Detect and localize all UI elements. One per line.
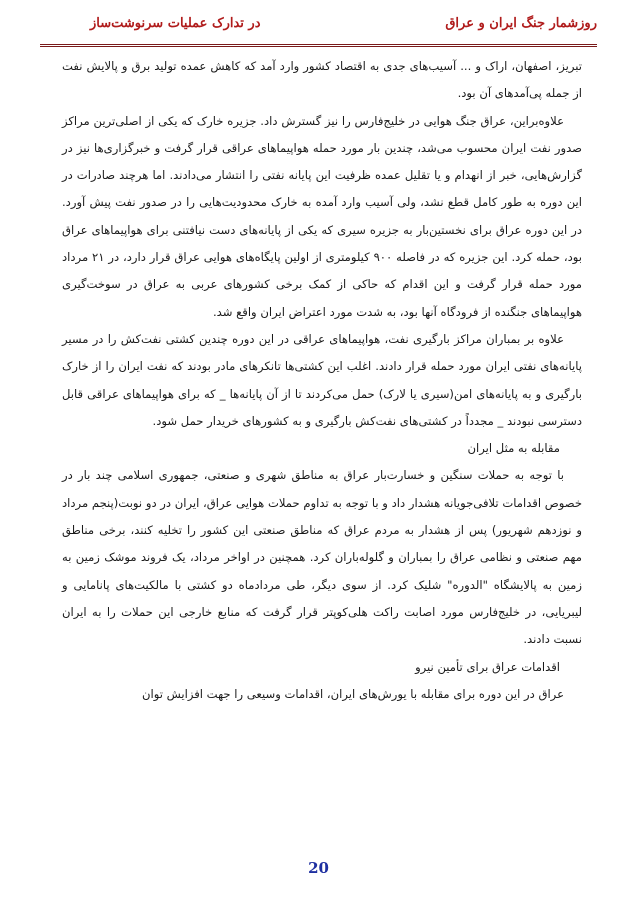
paragraph: عراق در این دوره برای مقابله با یورش‌های ایران، اقدامات وسیعی را جهت افزایش توان xyxy=(141,686,564,701)
running-subtitle: در تدارک عملیات سرنوشت‌ساز xyxy=(90,16,261,31)
paragraph: تبریز، اصفهان، اراک و ... آسیب‌های جدی به اقتصاد کشور وارد آمد که کاهش عمده تولید برق و پالایش نفت از جمله پی‌آمدهای آن بود. xyxy=(62,59,582,101)
paragraph: علاوه‌براین، عراق جنگ هوایی در خلیج‌فارس را نیز گسترش داد. جزیره خارک که یکی از اصلی‌ترین مراکز صدور نفت ایران محسوب می‌شد، چندین بار مورد حمله هواپیماهای عراقی قرار گرفت و خبرگزاری‌ها نیز در گزارش‌هایی، خبر از انهدام و یا تقلیل عمده ظرفیت این پایانه نفتی را انتشار می‌دادند. اما هرچند صادرات در این دوره به طور کامل قطع نشد، ولی آسیب وارد آمده به خارک محدودیت‌هایی را در صدور نفت پیش آورد. در این دوره عراق برای نخستین‌بار به جزیره سیری که یکی از پایانه‌های دست نیافتنی برای هواپیماهای عراق بود، حمله کرد. این جزیره که در فاصله ۹۰۰ کیلومتری از اولین پایگاه‌های هوایی عراق قرار دارد، در ۲۱ مرداد مورد حمله قرار گرفت و این اقدام که حاکی از کمک برخی کشورهای عربی به عراق در سوخت‌گیری هواپیماهای جنگنده از فرودگاه آنها بود، به شدت مورد اعتراض ایران واقع شد. xyxy=(62,113,583,319)
page-number: 20 xyxy=(308,859,329,877)
body-text xyxy=(62,53,582,708)
paragraph: با توجه به حملات سنگین و خسارت‌بار عراق به مناطق شهری و صنعتی، جمهوری اسلامی چند بار در خصوص اقدامات تلافی‌جویانه هشدار داد و با توجه به تداوم حملات هوایی عراق، ایران در دو نوبت(پنجم مرداد و نوزدهم شهریور) پس از هشدار به مردم عراق که مناطق صنعتی این کشور را تخلیه کنند، برخی مناطق مهم صنعتی و نظامی عراق را بمباران و گلوله‌باران کرد. همچنین در اواخر مرداد، یک فروند موشک زمین به زمین به پالایشگاه "الدوره" شلیک کرد. از سوی دیگر، طی مردادماه دو کشتی با مالکیت‌های پانامایی و لیبریایی، در خلیج‌فارس مورد اصابت راکت هلی‌کوپتر قرار گرفت که منابع خارجی این حملات را به ایران نسبت دادند. xyxy=(62,468,582,647)
section-heading: اقدامات عراق برای تأمین نیرو xyxy=(415,659,560,674)
section-heading: مقابله به مثل ایران xyxy=(467,441,560,456)
paragraph: علاوه بر بمباران مراکز بارگیری نفت، هواپیماهای عراقی در این دوره چندین کشتی نفت‌کش را در مسیر پایانه‌های نفتی ایران مورد حمله قرار دادند. اغلب این کشتی‌ها تانکرهای مادر بودند که نفت ایران را از خارک بارگیری و به پایانه‌های امن(سیری یا لارک) حمل می‌کردند تا از آن پایانه‌ها _ که برای هواپیماهای عراقی قابل دسترسی نبودند _ مجدداً در کشتی‌های نفت‌کش بارگیری و به کشورهای خریدار حمل شود. xyxy=(62,331,582,428)
page-header xyxy=(40,10,597,47)
running-title: روزشمار جنگ ایران و عراق xyxy=(445,16,597,31)
